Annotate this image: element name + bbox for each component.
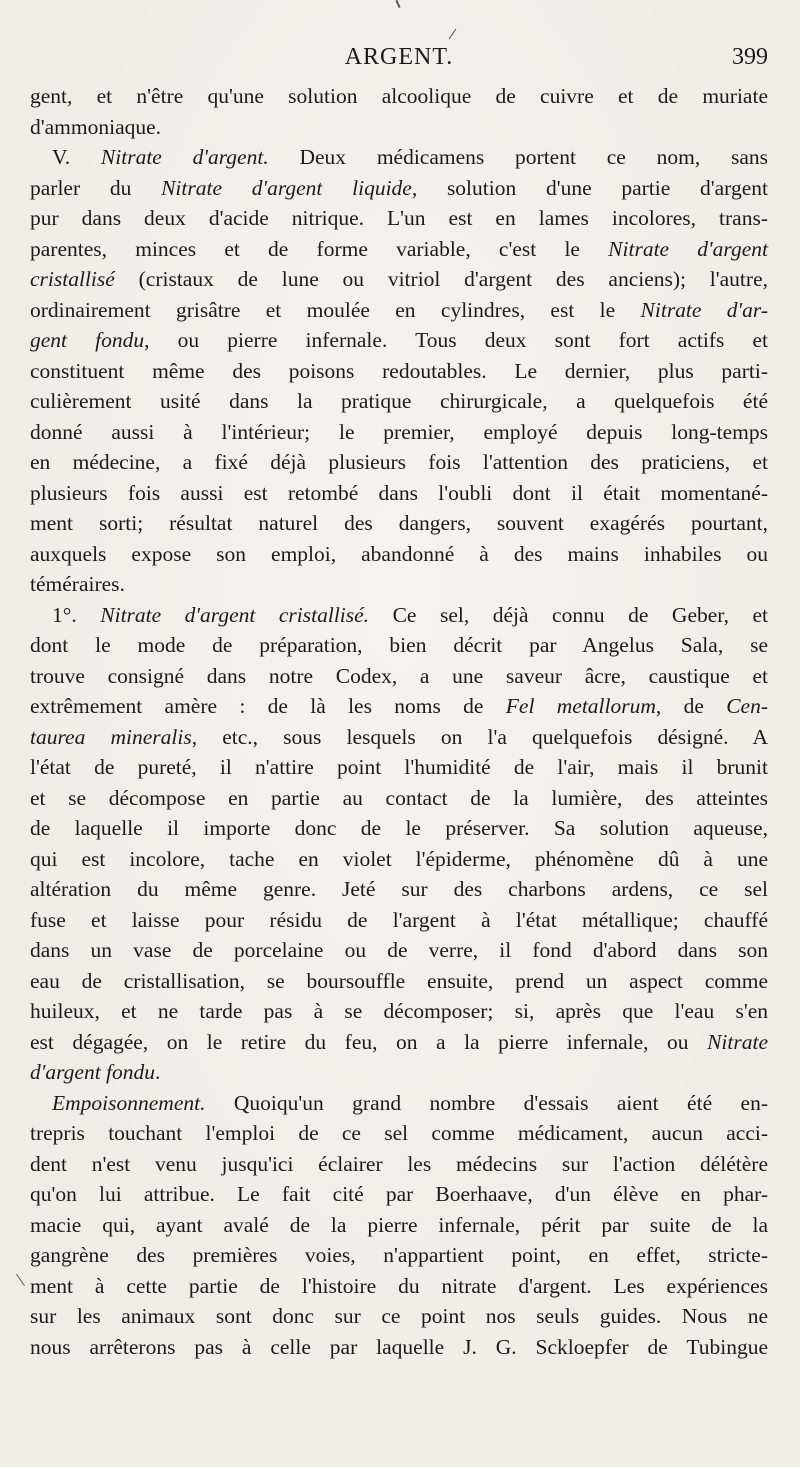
text-run: parentes, minces et de forme variable, c'est le bbox=[30, 236, 609, 261]
text-run: est dégagée, on le retire du feu, on a la pierre infernale, ou bbox=[30, 1029, 708, 1054]
text-run: dent n'est venu jusqu'ici éclairer les médecins sur l'action délétère bbox=[30, 1151, 768, 1176]
text-line bbox=[30, 234, 768, 265]
text-line bbox=[30, 844, 768, 875]
italic-text: d'argent fondu bbox=[30, 1060, 156, 1084]
italic-text: Nitrate d'ar- bbox=[640, 297, 768, 322]
text-line bbox=[30, 203, 768, 234]
text-run: nous arrêterons pas à celle par laquelle J. G. Sckloepfer de Tubingue bbox=[30, 1334, 768, 1359]
text-run: qu'on lui attribue. Le fait cité par Boerhaave, d'un élève en phar- bbox=[30, 1182, 768, 1206]
text-run: constituent même des poisons redoutables. Le dernier, plus parti- bbox=[30, 358, 768, 383]
text-line bbox=[30, 478, 768, 509]
text-line bbox=[30, 1332, 768, 1363]
text-line bbox=[30, 1240, 768, 1271]
text-run: ment sorti; résultat naturel des dangers, souvent exagérés pourtant, bbox=[30, 511, 768, 535]
text-run: ment à cette partie de l'histoire du nitrate d'argent. Les expériences bbox=[30, 1273, 768, 1298]
italic-text: Empoisonnement. bbox=[52, 1090, 206, 1115]
text-line bbox=[30, 1088, 768, 1119]
text-line bbox=[30, 112, 768, 143]
text-run: donné aussi à l'intérieur; le premier, employé depuis long-temps bbox=[30, 419, 768, 444]
ink-mark bbox=[16, 1274, 25, 1286]
italic-text: Cen- bbox=[726, 694, 768, 718]
text-line bbox=[30, 447, 768, 478]
text-line bbox=[30, 996, 768, 1027]
text-line bbox=[30, 600, 768, 631]
text-line bbox=[30, 874, 768, 905]
text-run: trepris touchant l'emploi de ce sel comme médicament, aucun acci- bbox=[30, 1121, 768, 1145]
text-run: qui est incolore, tache en violet l'épiderme, phénomène dû à une bbox=[30, 846, 768, 871]
text-run: d'ammoniaque. bbox=[30, 114, 162, 139]
text-run: V. bbox=[52, 145, 101, 169]
text-line bbox=[30, 813, 768, 844]
body-text bbox=[30, 81, 768, 1362]
text-line bbox=[30, 935, 768, 966]
text-line bbox=[30, 691, 768, 722]
text-line bbox=[30, 173, 768, 204]
text-line bbox=[30, 1210, 768, 1241]
text-run: eau de cristallisation, se boursouffle ensuite, prend un aspect comme bbox=[30, 968, 768, 993]
text-run: Deux médicamens portent ce nom, sans bbox=[268, 145, 769, 169]
text-run: trouve consigné dans notre Codex, a une saveur âcre, caustique et bbox=[30, 663, 768, 688]
text-line bbox=[30, 325, 768, 356]
text-run: auxquels expose son emploi, abandonné à des mains inhabiles ou bbox=[30, 541, 768, 566]
text-run: en médecine, a fixé déjà plusieurs fois l'attention des praticiens, et bbox=[30, 450, 768, 474]
text-line bbox=[30, 1271, 768, 1302]
text-line bbox=[30, 508, 768, 539]
italic-text: Nitrate d'argent. bbox=[100, 145, 269, 169]
text-run: culièrement usité dans la pratique chirurgicale, a quelquefois été bbox=[30, 389, 768, 413]
italic-text: Nitrate d'argent bbox=[608, 236, 768, 261]
italic-text: Fel metallorum bbox=[505, 694, 656, 718]
text-line bbox=[30, 386, 768, 417]
running-head: ARGENT. bbox=[344, 44, 454, 70]
italic-text: Nitrate d'argent liquide bbox=[161, 175, 412, 200]
text-line bbox=[30, 905, 768, 936]
text-line bbox=[30, 966, 768, 997]
page-header bbox=[30, 40, 768, 74]
text-line bbox=[30, 783, 768, 814]
text-run: , solution d'une partie d'argent bbox=[411, 175, 768, 200]
text-line bbox=[30, 630, 768, 661]
text-run: gangrène des premières voies, n'appartient point, en effet, stricte- bbox=[30, 1243, 768, 1267]
text-run: et se décompose en partie au contact de la lumière, des atteintes bbox=[30, 785, 768, 810]
text-run: . bbox=[155, 1060, 161, 1084]
text-line bbox=[30, 1027, 768, 1058]
text-line bbox=[30, 1301, 768, 1332]
text-run: fuse et laisse pour résidu de l'argent à l'état métallique; chauffé bbox=[30, 907, 768, 932]
text-line bbox=[30, 752, 768, 783]
text-run: Ce sel, déjà connu de Geber, et bbox=[369, 602, 768, 627]
text-run: altération du même genre. Jeté sur des charbons ardens, ce sel bbox=[30, 877, 768, 901]
text-line bbox=[30, 539, 768, 570]
text-line bbox=[30, 569, 768, 600]
text-run: macie qui, ayant avalé de la pierre infernale, périt par suite de la bbox=[30, 1212, 768, 1237]
text-run: plusieurs fois aussi est retombé dans l'oubli dont il était momentané- bbox=[30, 480, 768, 505]
text-run: , etc., sous lesquels on l'a quelquefois désigné. A bbox=[191, 724, 768, 749]
text-line bbox=[30, 264, 768, 295]
page-number: 399 bbox=[732, 44, 768, 70]
text-run: pur dans deux d'acide nitrique. L'un est en lames incolores, trans- bbox=[30, 206, 768, 230]
text-line bbox=[30, 356, 768, 387]
text-line bbox=[30, 81, 768, 112]
text-run: extrêmement amère : de là les noms de bbox=[30, 694, 506, 718]
text-run: sur les animaux sont donc sur ce point nos seuls guides. Nous ne bbox=[30, 1304, 768, 1328]
italic-text: gent fondu bbox=[30, 328, 145, 352]
text-line bbox=[30, 1179, 768, 1210]
text-line bbox=[30, 142, 768, 173]
italic-text: Nitrate d'argent cristallisé. bbox=[100, 602, 370, 627]
text-run: huileux, et ne tarde pas à se décomposer; si, après que l'eau s'en bbox=[30, 999, 768, 1023]
text-line bbox=[30, 417, 768, 448]
italic-text: Nitrate bbox=[707, 1029, 768, 1054]
text-run: téméraires. bbox=[30, 572, 125, 596]
text-line bbox=[30, 722, 768, 753]
ink-mark bbox=[395, 0, 400, 8]
text-run: (cristaux de lune ou vitriol d'argent des anciens); l'autre, bbox=[114, 267, 768, 291]
text-run: ordinairement grisâtre et moulée en cylindres, est le bbox=[30, 297, 641, 322]
italic-text: taurea mineralis bbox=[30, 724, 192, 749]
text-line bbox=[30, 1118, 768, 1149]
ink-mark bbox=[449, 29, 457, 39]
text-line bbox=[30, 295, 768, 326]
text-run: dans un vase de porcelaine ou de verre, il fond d'abord dans son bbox=[30, 938, 768, 962]
text-line bbox=[30, 1057, 768, 1088]
text-run: Quoiqu'un grand nombre d'essais aient été en- bbox=[205, 1090, 768, 1115]
text-run: de laquelle il importe donc de le préserver. Sa solution aqueuse, bbox=[30, 816, 768, 840]
text-run: l'état de pureté, il n'attire point l'humidité de l'air, mais il brunit bbox=[30, 755, 768, 779]
text-run: 1°. bbox=[52, 602, 101, 627]
text-run: parler du bbox=[30, 175, 162, 200]
text-run: , de bbox=[655, 694, 727, 718]
text-line bbox=[30, 661, 768, 692]
text-run: , ou pierre infernale. Tous deux sont fort actifs et bbox=[144, 328, 768, 352]
text-run: dont le mode de préparation, bien décrit par Angelus Sala, se bbox=[30, 633, 768, 657]
text-line bbox=[30, 1149, 768, 1180]
italic-text: cristallisé bbox=[30, 267, 115, 291]
text-run: gent, et n'être qu'une solution alcoolique de cuivre et de muriate bbox=[30, 84, 768, 108]
